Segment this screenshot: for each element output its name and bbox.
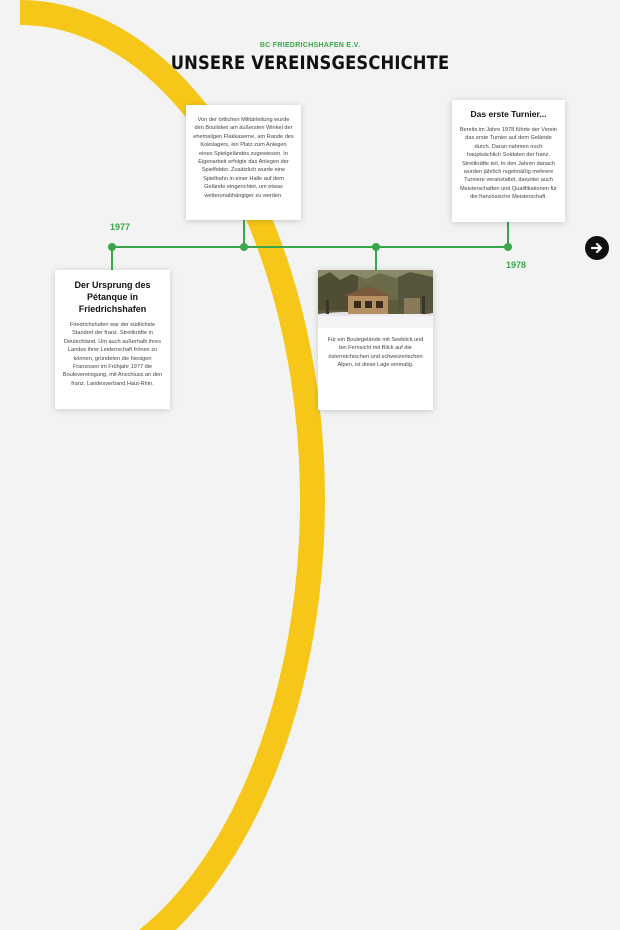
- club-name: BC FRIEDRICHSHAFEN E.V.: [259, 42, 361, 49]
- card-text: Bereits im Jahre 1978 führte der Verein das erste Turnier auf dem Gelände durch. Daran nahmen noch hauptsächlich Soldaten der franz. Streitkräfte teil. In den Jahren danach wurden jährlich regelmäßig mehrere Turniere veranstaltet, darunter auch Meisterschaften und Qualifikationen für die französische Meisterschaft.: [459, 127, 558, 201]
- connector-card-1: [111, 250, 113, 270]
- card-origin: [55, 270, 170, 409]
- card-military-grounds: [186, 105, 301, 220]
- card-title: Der Ursprung des Pétanque in Friedrichshafen: [74, 280, 151, 314]
- card-first-tournament: [452, 100, 565, 222]
- card-text: Für ein Boulegelände mit Seeblick und bei Fernsicht mit Blick auf die österreichischen und schweizerischen Alpen, ist diese Lage einmalig.: [327, 337, 424, 369]
- page-title: UNSERE VEREINSGESCHICHTE: [170, 52, 450, 74]
- next-button[interactable]: [585, 236, 609, 260]
- timeline-line: [112, 246, 508, 248]
- card-text: Von der örtlichen Militärleitung wurde den Boulisten am äußersten Winkel der ehemaligen Flakkaserne, am Rande des Kokslagers, ein Platz zum Anlegen eines Spielgeländes zugewiesen. In Eigenarbeit erfolgte das Anlegen der Spielfelder. Zusätzlich wurde eine Spielbahn in einer Halle auf dem Gelände eingerichtet, um etwas wetterunabhängiger zu werden.: [193, 117, 294, 199]
- card-location: [318, 270, 433, 410]
- year-label-start: 1977: [110, 222, 131, 232]
- connector-card-2: [243, 220, 245, 244]
- year-label-end: 1978: [506, 260, 527, 270]
- arrow-right-icon: [590, 241, 604, 255]
- connector-card-3: [375, 250, 377, 270]
- clubhouse-winter-photo: [318, 270, 433, 328]
- card-text: Friedrichshafen war der südlichste Standort der franz. Streitkräfte in Deutschland. Um auch außerhalb ihres Landes ihrer Leidenschaft frönen zu können, gründeten die hiesigen Franzosen im Frühjahr 1977 die Boulevereinigung, mit Anschluss an den franz. Landesverband Haut-Rhin.: [62, 322, 163, 387]
- timeline-dot-2[interactable]: [240, 243, 248, 251]
- timeline-dot-1978[interactable]: [504, 243, 512, 251]
- connector-card-4: [507, 222, 509, 244]
- card-title: Das erste Turnier...: [470, 109, 547, 119]
